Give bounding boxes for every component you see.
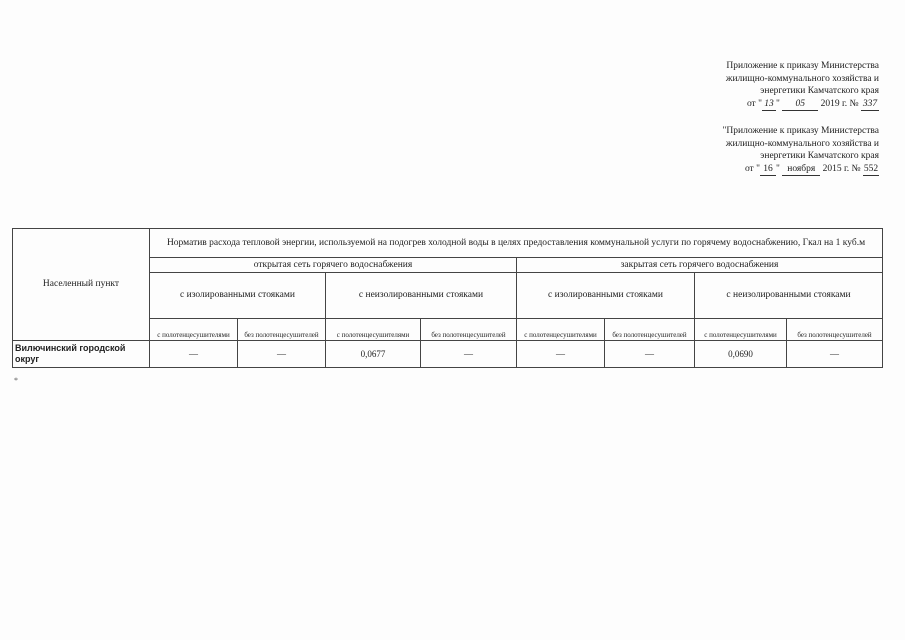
norm-table: [12, 228, 883, 368]
col-without-towel-dryers: без полотенцесушителей: [787, 319, 883, 341]
date-month: ноября: [782, 163, 820, 177]
header-line: "Приложение к приказу Министерства: [722, 126, 879, 136]
table-row: [13, 341, 883, 368]
header-line: Приложение к приказу Министерства: [726, 61, 879, 71]
date-prefix: от ": [746, 98, 762, 109]
date-year: 2015 г. №: [820, 163, 861, 174]
closed-network-header: закрытая сеть горячего водоснабжения: [517, 258, 883, 273]
locality-header: Населенный пункт: [13, 229, 150, 341]
date-mid: ": [775, 163, 783, 174]
date-day: 13: [762, 98, 776, 112]
closed-insulated-header: с изолированными стояками: [517, 273, 695, 319]
appendix-header-2019: [726, 60, 879, 111]
date-mid: ": [775, 98, 783, 109]
value-cell: —: [787, 341, 883, 368]
value-cell: —: [421, 341, 517, 368]
header-line: энергетики Камчатского края: [760, 86, 879, 96]
open-non-insulated-header: с неизолированными стояками: [326, 273, 517, 319]
header-date-line: [723, 163, 880, 177]
open-insulated-header: с изолированными стояками: [150, 273, 326, 319]
order-number: 552: [863, 163, 879, 177]
value-cell: —: [238, 341, 326, 368]
value-cell: —: [150, 341, 238, 368]
col-without-towel-dryers: без полотенцесушителей: [421, 319, 517, 341]
col-without-towel-dryers: без полотенцесушителей: [605, 319, 695, 341]
closed-non-insulated-header: с неизолированными стояками: [695, 273, 883, 319]
header-line: жилищно-коммунального хозяйства и: [725, 138, 879, 149]
col-with-towel-dryers: с полотенцесушителями: [517, 319, 605, 341]
col-with-towel-dryers: с полотенцесушителями: [150, 319, 238, 341]
open-network-header: открытая сеть горячего водоснабжения: [150, 258, 517, 273]
appendix-header-2015: [723, 125, 880, 176]
col-with-towel-dryers: с полотенцесушителями: [326, 319, 421, 341]
header-line: жилищно-коммунального хозяйства и: [725, 73, 879, 84]
col-with-towel-dryers: с полотенцесушителями: [695, 319, 787, 341]
value-cell: 0,0677: [326, 341, 421, 368]
date-prefix: от ": [744, 163, 760, 174]
date-year: 2019 г. №: [818, 98, 859, 109]
col-without-towel-dryers: без полотенцесушителей: [238, 319, 326, 341]
locality-cell: Вилючинский городской округ: [13, 341, 150, 368]
stray-mark: *: [14, 376, 18, 385]
value-cell: 0,0690: [695, 341, 787, 368]
norm-main-header: Норматив расхода тепловой энергии, используемой на подогрев холодной воды в целях предоставления коммунальной услуги по горячему водоснабжению, Гкал на 1 куб.м: [150, 229, 883, 258]
header-date-line: [726, 98, 879, 112]
header-line: энергетики Камчатского края: [760, 151, 879, 161]
date-day: 16: [760, 163, 776, 177]
order-number: 337: [861, 98, 879, 112]
value-cell: —: [605, 341, 695, 368]
date-month: 05: [782, 98, 818, 112]
value-cell: —: [517, 341, 605, 368]
